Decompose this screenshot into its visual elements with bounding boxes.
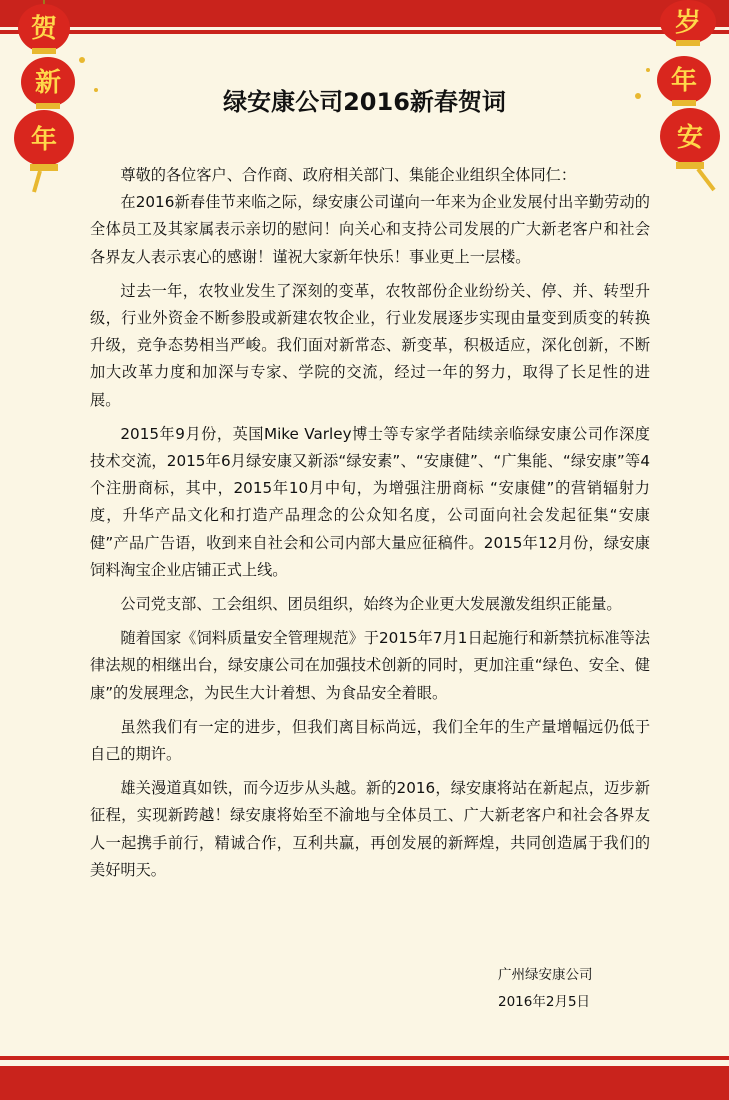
greeting-line: 尊敬的各位客户、合作商、政府相关部门、集能企业组织全体同仁： xyxy=(120,166,577,184)
paragraph-past-year: 过去一年，农牧业发生了深刻的变革，农牧部份企业纷纷关、停、并、转型升级，行业外资金不断参股或新建农牧企业，行业发展逐步实现由量变到质变的转换升级，竞争态势相当严峻。我们面对新常态、新变革，积极适应，深化创新，不断加大改革力度和加深与专家、学院的交流，经过一年的努力，取得了长足性的进展。 xyxy=(90,281,650,409)
left-lantern-top xyxy=(18,0,70,54)
paragraph-achievements: 2015年9月份，英国Mike Varley博士等专家学者陆续亲临绿安康公司作深度技术交流，2015年6月绿安康又新添“绿安素”、“安康健”、“广集能、“绿安康”等4个注册商标，其中，2015年10月中旬，为增强注册商标 “安康健”的营销辐射力度，升华产品文化和打造产品理念的公众知名度，公司面向社会发起征集“安康健”产品广告语，收到来自社会和公司内部大量应征稿件。2015年12月份，绿安康饲料淘宝企业店铺正式上线。 xyxy=(90,424,650,579)
sparkle-icon xyxy=(646,68,650,72)
signature-date: 2016年2月5日 xyxy=(498,994,591,1010)
right-lantern-char: 年 xyxy=(670,66,698,96)
bottom-red-band xyxy=(0,1066,729,1100)
right-lantern-char: 安 xyxy=(676,123,704,153)
right-lantern-char: 岁 xyxy=(674,8,702,38)
left-lantern-char: 贺 xyxy=(30,14,58,44)
paragraph-outlook: 雄关漫道真如铁，而今迈步从头越。新的2016，绿安康将站在新起点，迈步新征程，实现新跨越！绿安康将始至不渝地与全体员工、广大新老客户和社会各界友人一起携手前行，精诚合作，互利共赢，再创发展的新辉煌，共同创造属于我们的美好明天。 xyxy=(90,779,650,879)
paragraph-regulations: 随着国家《饲料质量安全管理规范》于2015年7月1日起施行和新禁抗标准等法律法规的相继出台，绿安康公司在加强技术创新的同时，更加注重“绿色、安全、健康”的发展理念，为民生大计着想、为食品安全着眼。 xyxy=(90,629,650,702)
right-lantern-bottom xyxy=(660,108,720,190)
right-lantern-top xyxy=(660,0,716,46)
paragraph-organizations: 公司党支部、工会组织、团员组织，始终为企业更大发展激发组织正能量。 xyxy=(120,595,622,614)
sparkle-icon xyxy=(79,57,85,63)
paragraph-new-year-wishes: 在2016新春佳节来临之际，绿安康公司谨向一年来为企业发展付出辛勤劳动的全体员工及其家属表示亲切的慰问！向关心和支持公司发展的广大新老客户和社会各界友人表示衷心的感谢！谨祝大家新年快乐！事业更上一层楼。 xyxy=(90,193,650,266)
signature-block xyxy=(498,962,593,1016)
left-lantern-char: 新 xyxy=(34,68,62,98)
paragraph-progress: 虽然我们有一定的进步，但我们离目标尚远，我们全年的生产量增幅远仍低于自己的期许。 xyxy=(90,717,650,764)
left-lantern-bottom xyxy=(14,110,74,192)
letter-body xyxy=(90,162,650,891)
signature-company: 广州绿安康公司 xyxy=(498,967,593,983)
page-title: 绿安康公司2016新春贺词 xyxy=(223,88,506,116)
bottom-red-line xyxy=(0,1056,729,1060)
left-lantern-char: 年 xyxy=(30,125,58,155)
